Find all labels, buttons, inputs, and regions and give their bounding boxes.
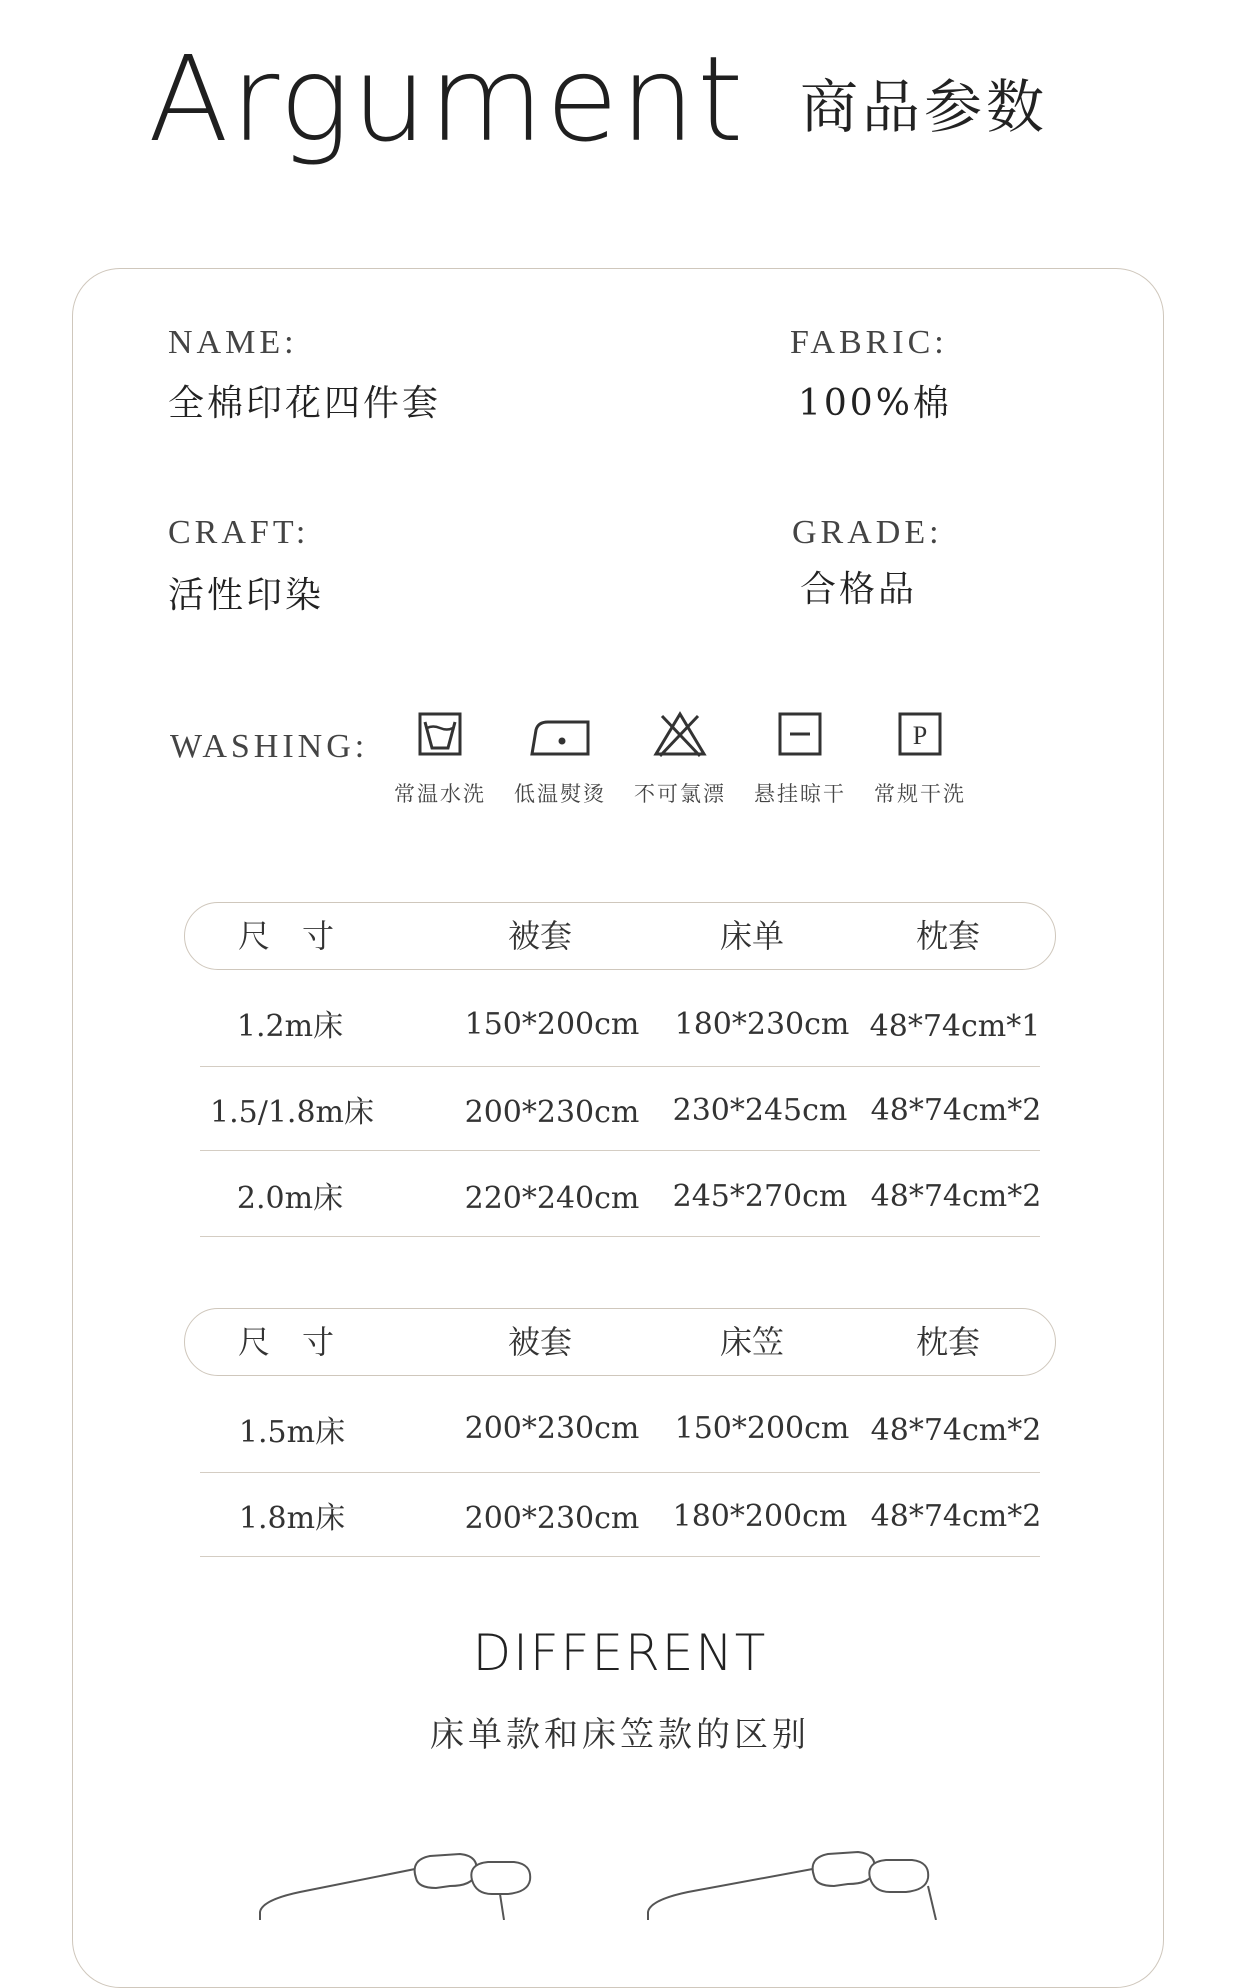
table-header-cell: 枕套: [915, 917, 981, 955]
table-header-cell: 床笠: [719, 1323, 785, 1361]
wash-label: 不可氯漂: [634, 782, 726, 806]
table-cell: 1.2m床: [236, 1009, 344, 1044]
table-cell: 230*245cm: [672, 1093, 848, 1128]
wash-item: [744, 706, 856, 808]
table-cell: 48*74cm*1: [869, 1009, 1041, 1044]
table-cell: 220*240cm: [464, 1181, 640, 1216]
table-cell: 180*230cm: [674, 1007, 850, 1042]
table-divider: [200, 1556, 1040, 1557]
table-cell: 150*200cm: [674, 1411, 850, 1446]
dry-clean-icon: [864, 706, 976, 762]
wash-label: 常温水洗: [394, 782, 486, 806]
table-cell: 245*270cm: [672, 1179, 848, 1214]
table-header-cell: 尺 寸: [237, 1323, 335, 1361]
wash-item: [624, 706, 736, 808]
table-cell: 2.0m床: [236, 1181, 344, 1216]
table-cell: 200*230cm: [464, 1411, 640, 1446]
fabric-value: 100%棉: [798, 383, 952, 424]
table-cell: 48*74cm*2: [870, 1093, 1042, 1128]
wash-tub-icon: [384, 706, 496, 762]
washing-label: WASHING:: [170, 728, 369, 765]
flat-sheet-bed-illustration: [240, 1830, 560, 1920]
table-header-cell: 尺 寸: [237, 917, 335, 955]
name-value: 全棉印花四件套: [168, 383, 442, 424]
table-header-cell: 床单: [719, 917, 785, 955]
wash-label: 常规干洗: [874, 782, 966, 806]
table-header-cell: 被套: [507, 1323, 573, 1361]
table-cell: 48*74cm*2: [870, 1413, 1042, 1448]
craft-label: CRAFT:: [168, 514, 310, 551]
table-divider: [200, 1236, 1040, 1237]
fabric-label: FABRIC:: [790, 324, 948, 361]
table-cell: 48*74cm*2: [870, 1179, 1042, 1214]
iron-icon: [504, 706, 616, 762]
table-cell: 200*230cm: [464, 1501, 640, 1536]
wash-item: [384, 706, 496, 808]
brand-logo: Argument: [148, 30, 746, 168]
table-cell: 1.8m床: [238, 1501, 346, 1536]
table-divider: [200, 1066, 1040, 1067]
name-label: NAME:: [168, 324, 298, 361]
different-subtitle: 床单款和床笠款的区别: [430, 1715, 810, 1755]
table-divider: [200, 1150, 1040, 1151]
table-cell: 48*74cm*2: [870, 1499, 1042, 1534]
wash-item: [504, 706, 616, 808]
wash-item: [864, 706, 976, 808]
table-header-cell: 枕套: [915, 1323, 981, 1361]
grade-label: GRADE:: [792, 514, 943, 551]
grade-value: 合格品: [800, 569, 918, 610]
table-divider: [200, 1472, 1040, 1473]
table-cell: 180*200cm: [672, 1499, 848, 1534]
craft-value: 活性印染: [168, 575, 325, 616]
table-cell: 1.5/1.8m床: [210, 1095, 374, 1130]
wash-label: 低温熨烫: [514, 782, 606, 806]
no-bleach-icon: [624, 706, 736, 762]
table-cell: 1.5m床: [238, 1415, 346, 1450]
dry-clean-glyph: P: [912, 721, 928, 750]
table-header-cell: 被套: [507, 917, 573, 955]
page-title: 商品参数: [800, 73, 1049, 141]
table-cell: 200*230cm: [464, 1095, 640, 1130]
different-title: DIFFERENT: [472, 1624, 768, 1682]
wash-label: 悬挂晾干: [754, 782, 846, 806]
line-dry-icon: [744, 706, 856, 762]
fitted-sheet-bed-illustration: [628, 1826, 958, 1920]
table-cell: 150*200cm: [464, 1007, 640, 1042]
